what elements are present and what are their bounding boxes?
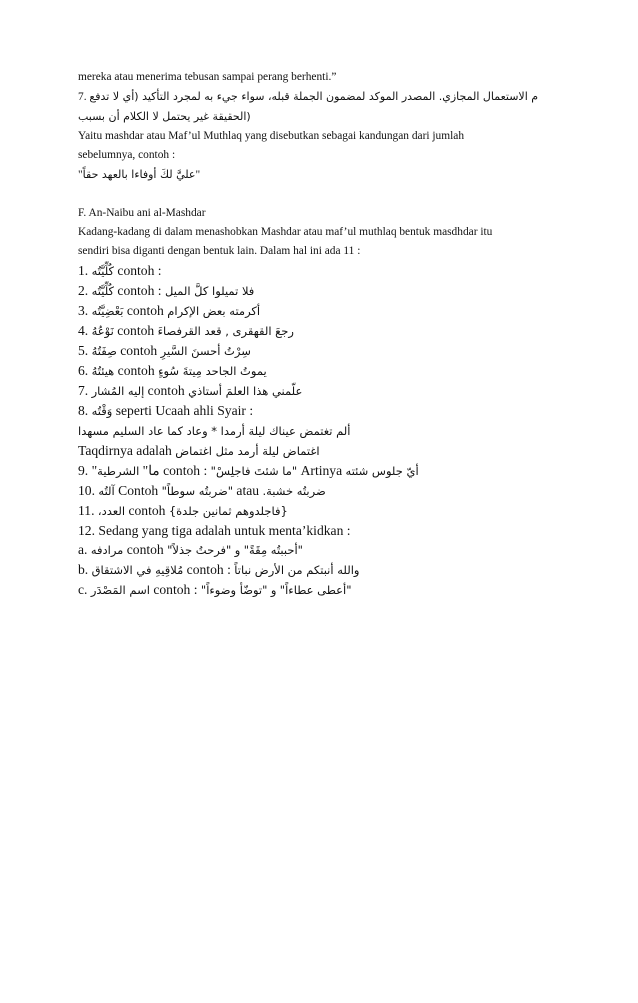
arabic-term: بَعْضِيَّتُه xyxy=(91,304,124,318)
item-number: 7. xyxy=(78,383,89,398)
item-number: 11. xyxy=(78,503,95,518)
item-label: contoh : xyxy=(117,263,162,278)
arabic-continuation-line xyxy=(78,107,562,127)
poem-line xyxy=(78,421,562,441)
item-label: contoh xyxy=(147,383,185,398)
arabic-term: مرادفه xyxy=(90,543,124,557)
arabic-example: سِرْتُ أحسنَ السَّيرِ xyxy=(160,344,251,358)
arabic-example: "ما شئتَ فاجلِسْ" xyxy=(210,464,298,478)
arabic-example: ضربتُه خشبة. xyxy=(262,484,326,498)
list-item xyxy=(78,401,562,421)
quoted-term: "ما" xyxy=(91,463,160,478)
text-l09: sendiri bisa diganti dengan bentuk lain. Dalam hal ini ada 11 : xyxy=(78,245,361,257)
list-item xyxy=(78,521,562,540)
arabic-example: فلا تميلوا كلَّ الميل xyxy=(165,284,255,298)
arabic-example: علّمني هذا العلمَ أستاذي xyxy=(188,384,303,398)
item-label: atau xyxy=(236,483,260,498)
section-heading xyxy=(78,204,562,223)
arabic-term: وَقْتُه xyxy=(91,404,113,418)
arabic-term: آلتُه xyxy=(98,484,115,498)
item-label: contoh : xyxy=(186,562,231,577)
text-l01: mereka atau menerima tebusan sampai perang berhenti.” xyxy=(78,71,337,83)
arabic-term: هيئتُهُ xyxy=(91,364,115,378)
item-number: 4. xyxy=(78,323,89,338)
item-label: seperti Ucaah ahli Syair : xyxy=(115,403,254,418)
arabic-term: العدد، xyxy=(97,504,126,518)
arabic-conjunction: و xyxy=(234,543,241,557)
text-l04: Yaitu mashdar atau Maf’ul Muthlaq yang disebutkan sebagai kandungan dari jumlah xyxy=(78,130,465,142)
item-label: contoh xyxy=(128,503,166,518)
paragraph-line xyxy=(78,223,562,242)
list-item xyxy=(78,461,562,481)
blank-line xyxy=(78,185,562,204)
paragraph-line xyxy=(78,68,562,87)
sub-item xyxy=(78,580,562,600)
item-number: 3. xyxy=(78,303,89,318)
item-label: contoh xyxy=(117,323,155,338)
arabic-example: عليَّ لكَ أوفاءا بالعهد حقاً xyxy=(82,168,196,181)
arabic-example: "أعطى عطاءاً" xyxy=(279,583,352,597)
item-label: contoh : xyxy=(163,463,208,478)
arabic-example: "ضربتُه سوطاً" xyxy=(161,484,234,498)
list-item xyxy=(78,361,562,381)
text-l05: sebelumnya, contoh : xyxy=(78,149,176,161)
list-item xyxy=(78,441,562,461)
paragraph-line xyxy=(78,146,562,165)
arabic-definition-cont: (الحقيقة غير يحتمل لا الكلام أن بسبب xyxy=(78,110,251,123)
arabic-example: "فرحتُ جذلاً" xyxy=(167,543,232,557)
list-item xyxy=(78,341,562,361)
item-label: contoh xyxy=(117,363,155,378)
item-7-line xyxy=(78,87,562,107)
item-label: contoh xyxy=(126,542,164,557)
item-number: 6. xyxy=(78,363,89,378)
item-label: contoh xyxy=(126,303,164,318)
list-item xyxy=(78,381,562,401)
item-number: 10. xyxy=(78,483,95,498)
item-label: contoh : xyxy=(153,582,198,597)
quote-mark: " xyxy=(78,169,83,181)
item-letter: c. xyxy=(78,582,88,597)
item-number: 8. xyxy=(78,403,89,418)
list-item xyxy=(78,261,562,281)
arabic-term: إليه المُشار xyxy=(91,384,145,398)
arabic-term: اسم المَصْدَر xyxy=(90,583,150,597)
arabic-example: يموتُ الجاحد مِيتةَ سُوءٍ xyxy=(158,364,267,378)
arabic-term: كُلِّيَّتُه xyxy=(91,264,114,278)
paragraph-line xyxy=(78,242,562,261)
text-l08: Kadang-kadang di dalam menashobkan Mashdar atau maf’ul muthlaq bentuk masdhdar itu xyxy=(78,226,493,238)
arabic-example: والله أنبتكم من الأرض نباتاً xyxy=(234,563,360,577)
list-item xyxy=(78,481,562,501)
list-item xyxy=(78,281,562,301)
paragraph-line xyxy=(78,127,562,146)
document-page xyxy=(78,68,562,600)
arabic-term: مُلاقِيهِ في الاشتقاق xyxy=(91,563,184,577)
arabic-term: صِفَتُهُ xyxy=(91,344,117,358)
item-number: 1. xyxy=(78,263,89,278)
item-label: contoh xyxy=(120,343,158,358)
item-label: contoh : xyxy=(117,283,162,298)
arabic-term: نَوْعُهُ xyxy=(91,324,114,338)
item-label: Contoh xyxy=(118,483,159,498)
arabic-example: "توضّأ وضوءاً" xyxy=(200,583,268,597)
item-number: 5. xyxy=(78,343,89,358)
arabic-definition: م الاستعمال المجازي. المصدر الموكد لمضمون الجملة قبله، سواء جيء به لمجرد التأكيد (أي لا تدفع xyxy=(89,90,539,103)
sub-item xyxy=(78,540,562,560)
item-number: 9. xyxy=(78,463,89,478)
arabic-term: كُلِّيَّتُه xyxy=(91,284,114,298)
item-letter: a. xyxy=(78,542,88,557)
quote-mark: " xyxy=(195,169,201,181)
item-number: 7. xyxy=(78,91,87,103)
arabic-term: الشرطية xyxy=(97,464,140,478)
item-label: Taqdirnya adalah xyxy=(78,443,172,458)
sub-item xyxy=(78,560,562,580)
arabic-example: أكرمته بعض الإكرام xyxy=(167,304,261,318)
heading-text: F. An-Naibu ani al-Mashdar xyxy=(78,207,206,219)
arabic-conjunction: و xyxy=(270,583,277,597)
text-l12: 12. Sedang yang tiga adalah untuk menta’kidkan : xyxy=(78,523,351,538)
arabic-example: أيّ جلوس شئته xyxy=(345,464,419,478)
arabic-example: رجعَ القهقرى , قعد القرفصاءَ xyxy=(157,324,294,338)
list-item xyxy=(78,301,562,321)
arabic-example: اغتماض ليلة أرمد مثل اغتماض xyxy=(175,444,320,458)
item-number: 2. xyxy=(78,283,89,298)
example-line xyxy=(78,165,562,185)
list-item xyxy=(78,501,562,521)
list-item xyxy=(78,321,562,341)
item-label: Artinya xyxy=(300,463,343,478)
arabic-poem: ألم تغتمض عيناك ليلة أرمدا * وعاد كما عاد السليم مسهدا xyxy=(78,424,351,438)
arabic-example: "أحببتُه مِقَةً" xyxy=(243,543,303,557)
item-letter: b. xyxy=(78,562,89,577)
arabic-example: {فاجلدوهم ثمانين جلدة} xyxy=(168,504,288,518)
